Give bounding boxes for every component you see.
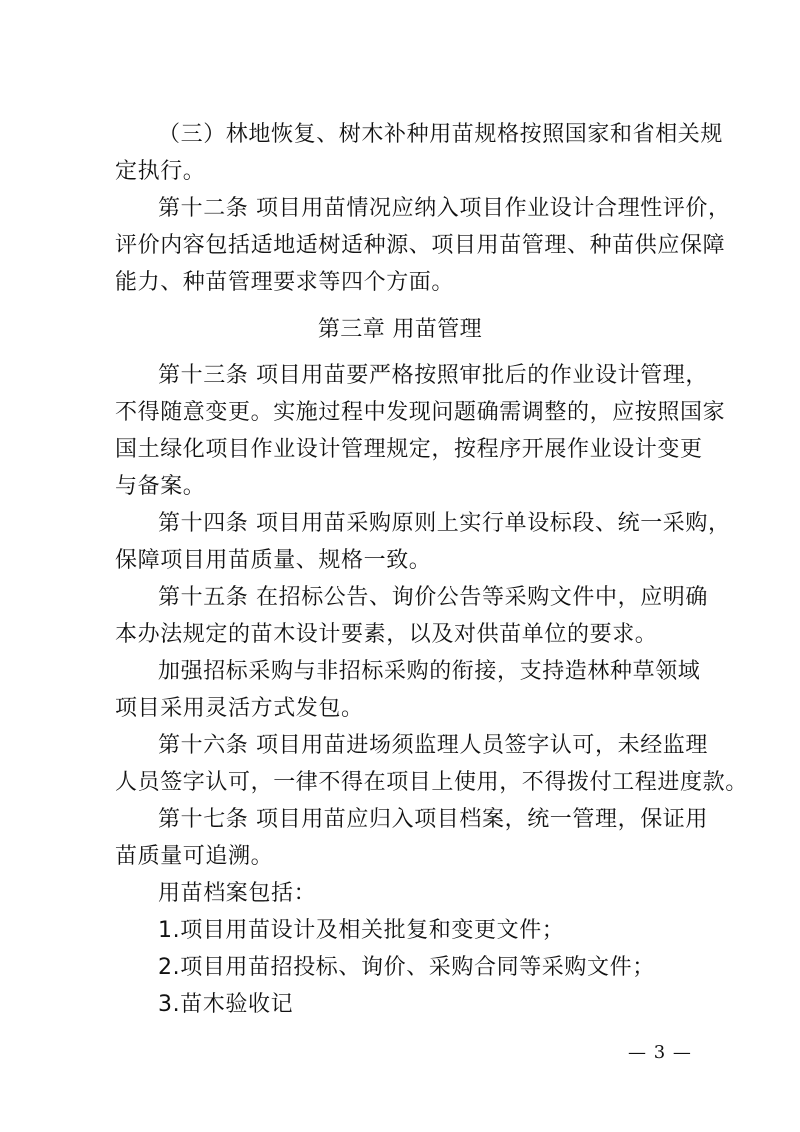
text-line: 用苗档案包括： [158, 881, 317, 906]
text-line: 第十二条 项目用苗情况应纳入项目作业设计合理性评价， [158, 196, 731, 221]
text-line: 加强招标采购与非招标采购的衔接，支持造林种草领域 [158, 659, 701, 684]
text-line: 第十四条 项目用苗采购原则上实行单设标段、统一采购， [158, 511, 731, 536]
page-number: — 3 — [628, 1042, 692, 1063]
text-line: 保障项目用苗质量、规格一致。 [115, 548, 432, 573]
text-line: 本办法规定的苗木设计要素，以及对供苗单位的要求。 [115, 622, 658, 647]
text-line: 2.项目用苗招投标、询价、采购合同等采购文件； [158, 955, 655, 980]
text-line: 第十六条 项目用苗进场须监理人员签字认可，未经监理 [158, 733, 708, 758]
text-line: 第十七条 项目用苗应归入项目档案，统一管理，保证用 [158, 807, 708, 832]
text-line: 能力、种苗管理要求等四个方面。 [115, 270, 455, 295]
text-line: 定执行。 [115, 159, 206, 184]
text-line: 国土绿化项目作业设计管理规定，按程序开展作业设计变更 [115, 437, 703, 462]
text-line: 不得随意变更。实施过程中发现问题确需调整的，应按照国家 [115, 400, 726, 425]
text-line: 第十三条 项目用苗要严格按照审批后的作业设计管理， [158, 363, 708, 388]
chapter-heading: 第三章 用苗管理 [317, 317, 483, 342]
text-line: 1.项目用苗设计及相关批复和变更文件； [158, 918, 565, 943]
text-line: 项目采用灵活方式发包。 [115, 696, 364, 721]
text-line: 与备案。 [115, 474, 206, 499]
text-line: （三）林地恢复、树木补种用苗规格按照国家和省相关规 [158, 122, 724, 147]
text-line: 评价内容包括适地适树适种源、项目用苗管理、种苗供应保障 [115, 233, 726, 258]
text-line: 3.苗木验收记 [158, 992, 294, 1017]
text-line: 苗质量可追溯。 [115, 844, 274, 869]
text-line: 人员签字认可，一律不得在项目上使用，不得拨付工程进度款。 [115, 770, 748, 795]
text-line: 第十五条 在招标公告、询价公告等采购文件中，应明确 [158, 585, 708, 610]
